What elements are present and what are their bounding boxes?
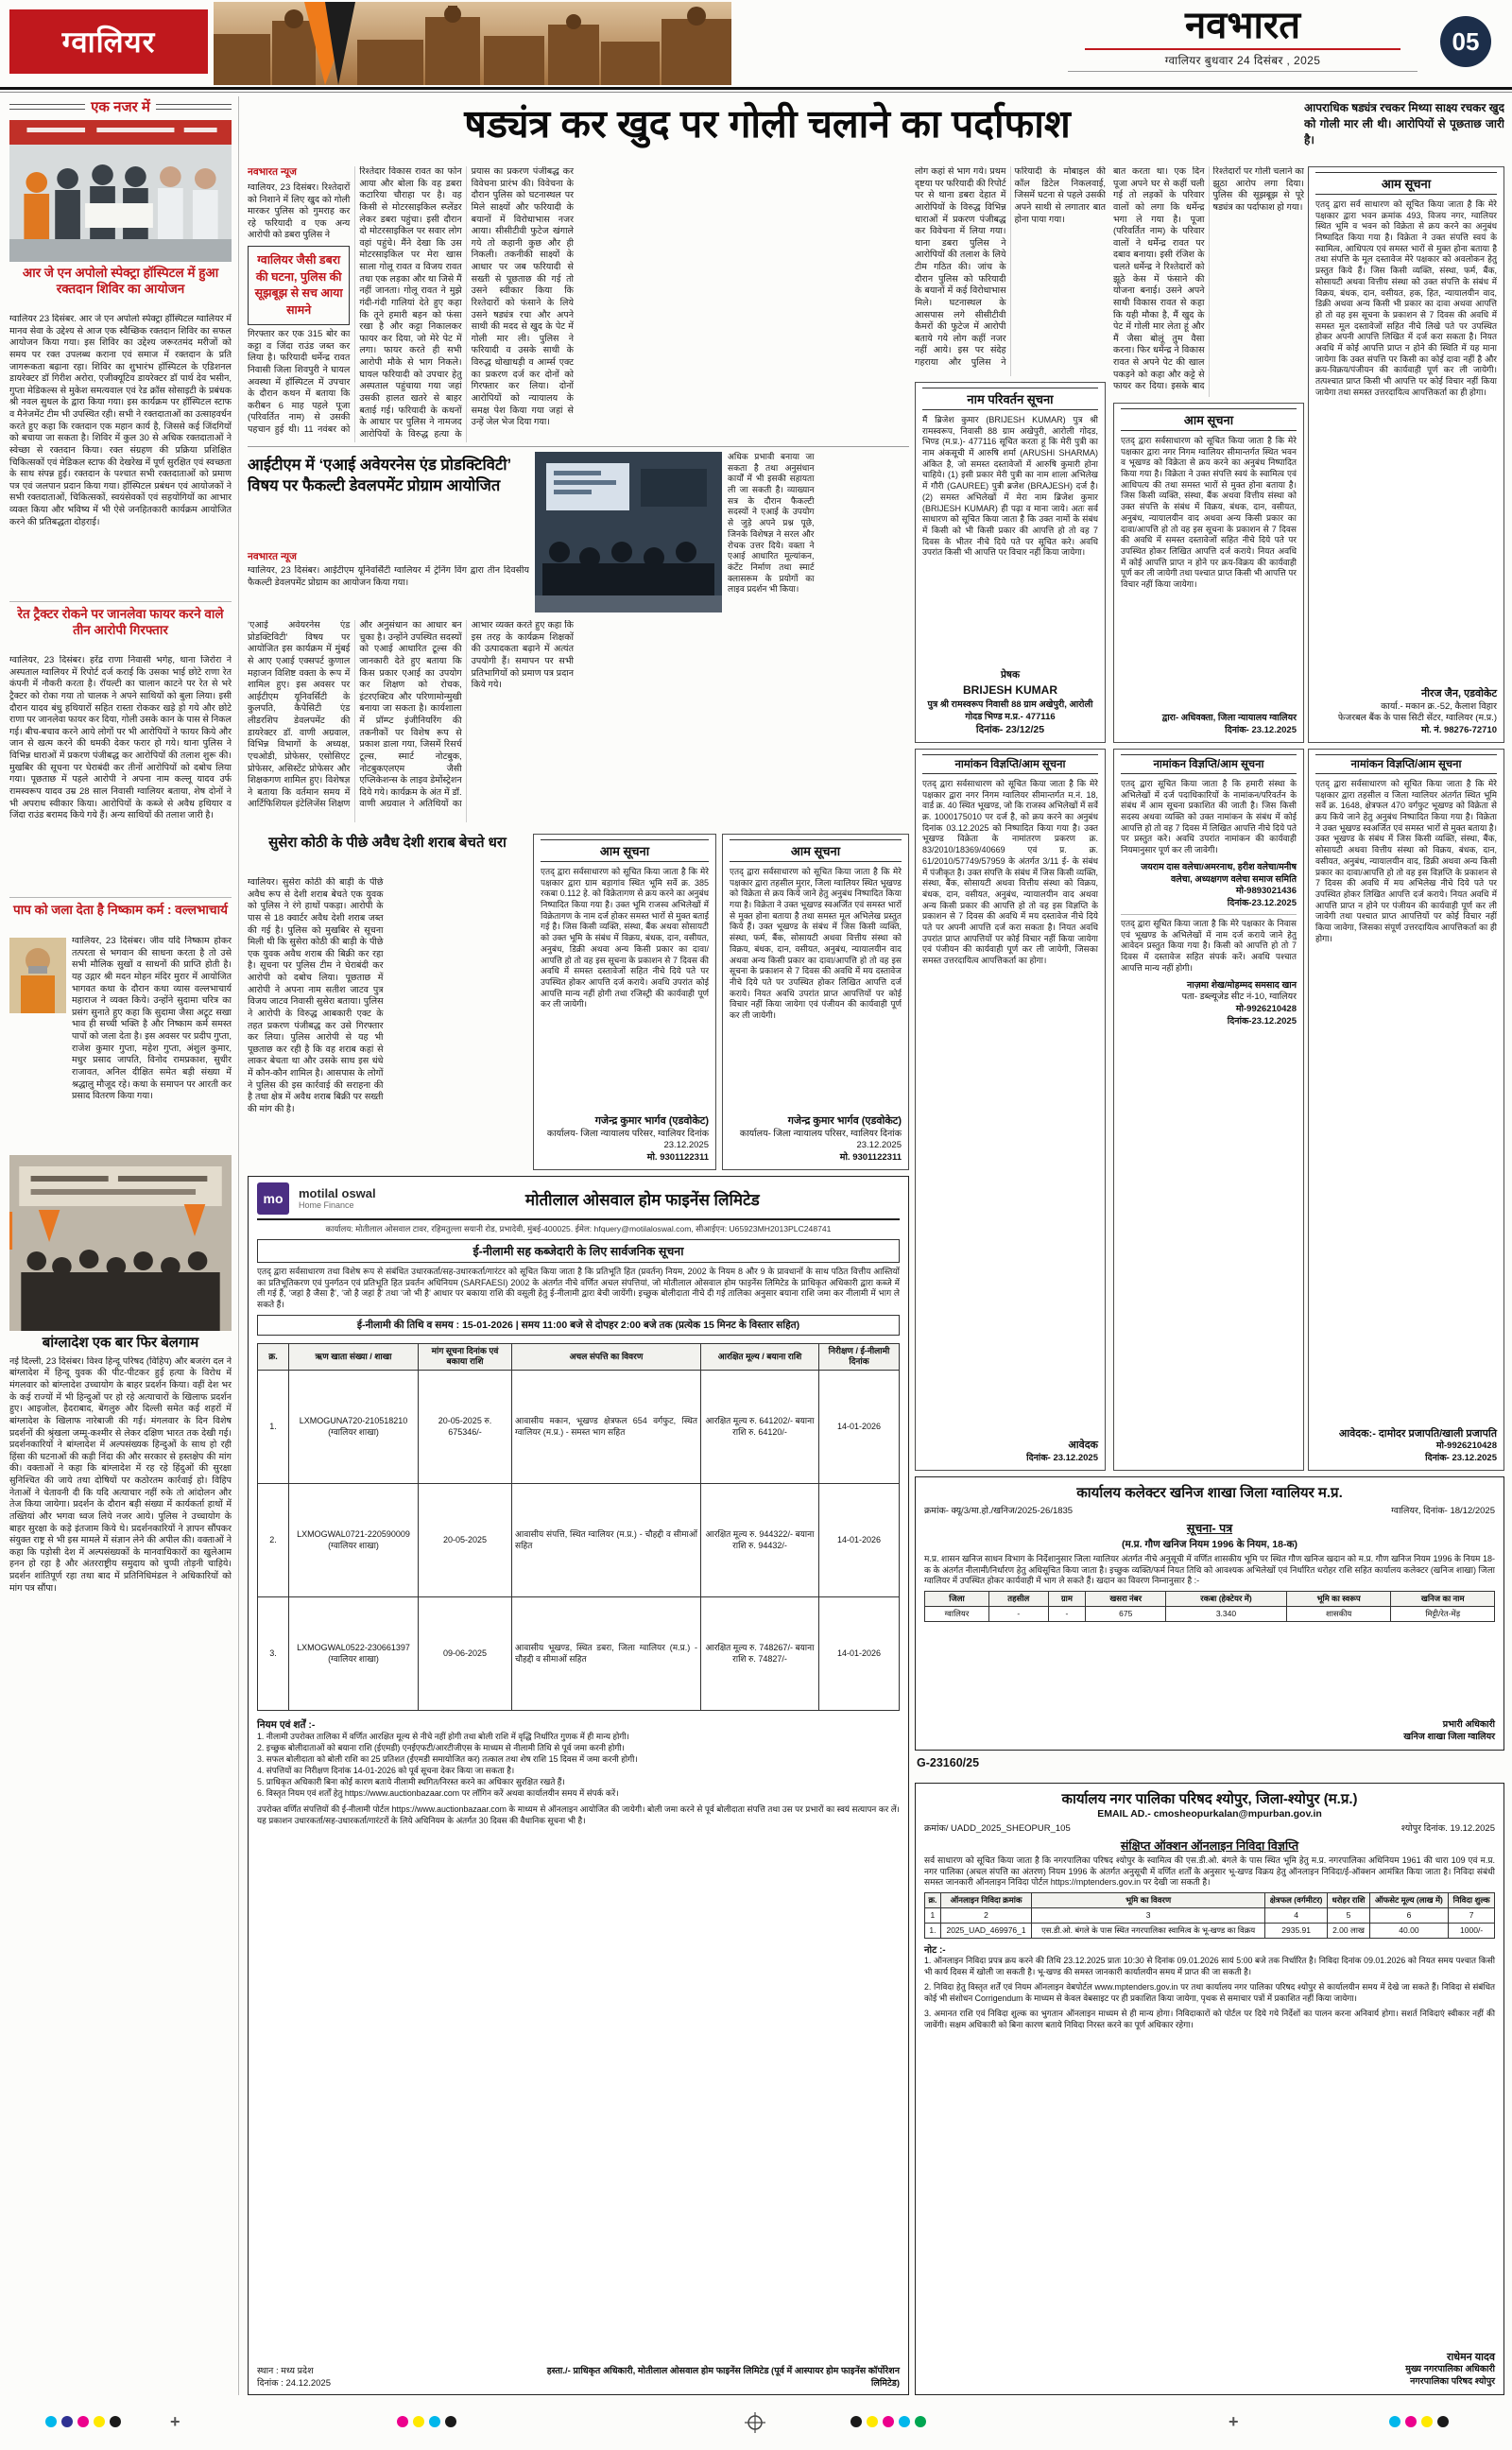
col-header: ऑफसेट मूल्य (लाख में)	[1369, 1893, 1449, 1908]
masthead-rule	[1085, 48, 1400, 50]
lead-headline: षड्यंत्र कर खुद पर गोली चलाने का पर्दाफाश	[464, 102, 1071, 146]
sign-name: गजेन्द्र कुमार भार्गव (एडवोकेट)	[594, 1114, 709, 1127]
susera-body-text: ग्वालियर। सुसेरा कोठी की बाड़ी के पीछे अवैध रूप से देशी शराब बेचते एक युवक को पुलिस ने रंगे हाथों पकड़ा। आरोपी के पास से 18 क्वार्टर अवैध देशी शराब जब्त की गई है। पुलिस को मुखबिर से सूचना मिली थी कि सुसेरा कोठी की बाड़ी के पीछे एक युवक अवैध शराब की बिक्री कर रहा है। सूचना पर पुलिस टीम ने घेराबंदी कर आरोपी को दबोच लिया। पूछताछ में आरोपी ने अपना नाम सतीश जाटव पुत्र विजय जाटव निवासी सुसेरा बताया। पुलिस ने आरोपी के विरुद्ध आबकारी एक्ट के तहत प्रकरण पंजीबद्ध कर उसे गिरफ्तार कर लिया। पुलिस आरोपी से यह भी पूछताछ कर रही है कि वह शराब कहां से लाकर बेचता था और उसके साथ इस धंधे में कौन-कौन शामिल है। आसपास के लोगों ने पुलिस की इस कार्रवाई की सराहना की है तथा क्षेत्र में अवैध शराब बिक्री पर सख्ती की मांग की है।	[248, 877, 384, 1114]
place-date: ग्वालियर, दिनांक- 18/12/2025	[1391, 1506, 1495, 1516]
ref-number: क्रमांक/ UADD_2025_SHEOPUR_105	[924, 1823, 1071, 1834]
sign-address: पता- डब्ल्यूजेड सीट नं-10, ग्वालियर	[1181, 992, 1297, 1003]
tender-table	[924, 1892, 1495, 1939]
col-header: क्र.	[258, 1343, 289, 1370]
notice-body: मैं ब्रिजेश कुमार (BRIJESH KUMAR) पुत्र श्री रामस्वरूप, निवासी 88 ग्राम अखेपुरी, आरोली गोदड, भिण्ड (म.प्र.)- 477116 सूचित करता हूं कि मेरी पुत्री का नाम अंकसूची में आरुषि शर्मा (ARUSHI SHARMA) अंकित है, जो समस्त दस्तावेजों में आरुषि कुमारी होना चाहिये। (1) इसी प्रकार मेरी पुत्री का नाम शाला अभिलेख में गौरी (GAUREE) पुत्री ब्रजेश (BRAJESH) दर्ज है। (2) समस्त अभिलेखों में मेरा नाम ब्रिजेश कुमार (BRIJESH KUMAR) ही पढ़ा व माना जाये। अतः सर्व साधारण को सूचित किया जाता है कि उक्त नामों के संबंध में किसी को भी किसी प्रकार की आपत्ति हो तो वह 7 दिवस के भीतर नीचे दिये पते पर सूचित करे। अवधि उपरांत किसी भी आपत्ति पर विचार नहीं किया जायेगा।	[922, 415, 1098, 558]
cell: 7	[1449, 1908, 1495, 1924]
lead-intro: ग्वालियर, 23 दिसंबर। रिश्तेदारों को निशाने में लिए खुद को गोली मारकर पुलिस को गुमराह कर रहे फरियादी व एक अन्य आरोपी को डबरा पुलिस ने	[248, 181, 351, 241]
auction-table	[257, 1343, 900, 1711]
ad-footer	[257, 2364, 900, 2389]
brand-sub: Home Finance	[299, 1200, 354, 1211]
cell: 1000/-	[1449, 1924, 1495, 1939]
cell: -	[989, 1607, 1049, 1622]
sign-date: दिनांक- 23.12.2025	[1225, 725, 1297, 736]
ad-note: उपरोक्त वर्णित संपत्तियों की ई-नीलामी पोर्टल https://www.auctionbazaar.com के माध्यम से ऑनलाइन आयोजित की जायेगी। बोली जमा करने से पूर्व बोलीदाता संपत्ति तथा उस पर प्रभारों का स्वयं सत्यापन कर लें। यह प्रकाशन उधारकर्ता/सह-उधारकर्ता/गारंटरों के लिये अधिनियम के अंतर्गत 30 दिवस की वैधानिक सूचना भी है।	[257, 1804, 900, 1826]
cell: आरक्षित मूल्य रु. 944322/- बयाना राशि रु. 94432/-	[701, 1484, 819, 1597]
rail-story-3-headline: पाप को जला देता है निष्काम कर्म : वल्लभाचार्य	[13, 903, 228, 917]
cell: 2.	[258, 1484, 289, 1597]
cell: -	[1048, 1607, 1086, 1622]
col-header: ऑनलाइन निविदा क्रमांक	[940, 1893, 1031, 1908]
lead-continuation-2	[1113, 166, 1304, 397]
itm-side-text	[728, 452, 909, 612]
rail-story-1-body: ग्वालियर 23 दिसंबर. आर जे एन अपोलो स्पेक्ट्रा हॉस्पिटल ग्वालियर में मानव सेवा के उद्देश्य से आज एक स्वैच्छिक रक्तदान शिविर का सफल आयोजन किया गया। इस शिविर का उद्देश्य जरूरतमंद मरीजों को समय पर रक्त उपलब्ध कराना एवं समाज में रक्तदान के प्रति जागरूकता बढ़ाना रहा। शिविर का शुभारंभ हॉस्पिटल के एडिशनल डायरेक्टर डॉ गिरीश अरोरा, एजीक्यूटिव डायरेक्टर डॉ पार्थ देव भसीन, गुप्ता मेडिकल्स से मुकेश समत्यवाल एवं रेड क्रॉस सोसाइटी के प्रबंधक श्री नवल सुधल के द्वारा किया गया। इस कार्यक्रम पर हॉस्पिटल स्टाफ व मैनेजमेंट टीम भी उपस्थित रही। सभी ने रक्तदाताओं का उत्साहवर्धन करते हुए कहा कि रक्तदान एक महान कार्य है, जिससे कई जिंदगियों को बचाया जा सकता है। शिविर में कुल 30 से अधिक रक्तदाताओं ने स्वेच्छा से रक्तदान किया। रक्त संग्रहण की प्रक्रिया प्रशिक्षित चिकित्सकों एवं मेडिकल स्टाफ की देखरेख में पूर्ण सुरक्षित एवं स्वच्छता के साथ संपन्न हुई। रक्तदान के पश्चात सभी रक्तदाताओं को प्रमाण पत्र एवं जलपान प्रदान किया गया। हॉस्पिटल प्रबंधन एवं आयोजकों ने सभी रक्तदाताओं, चिकित्सकों, स्वयंसेवकों एवं सहयोगियों का आभार व्यक्त किया और भविष्य में भी ऐसे जनहितकारी कार्यक्रम आयोजित करने की प्रतिबद्धता दोहराई।	[9, 314, 232, 527]
col-header: अचल संपत्ति का विवरण	[512, 1343, 701, 1370]
itm-seminar-photo	[535, 452, 722, 612]
cell: 6	[1369, 1908, 1449, 1924]
divider	[9, 897, 232, 898]
crop-mark: +	[170, 2412, 180, 2431]
notice-body-1: एतद् द्वारा सूचित किया जाता है कि हमारी संस्था के अभिलेखों में दर्ज पदाधिकारियों के नामांकन/परिवर्तन के संबंध में आम सूचना प्रकाशित की जाती है। जिस किसी सदस्य अथवा व्यक्ति को उक्त नामांकन के संबंध में कोई आपत्ति हो तो वह 7 दिवस में लिखित आपत्ति नीचे दिये पते पर प्रस्तुत करे। अवधि उपरांत नामांकन की कार्यवाही नियमानुसार पूर्ण कर ली जावेगी।	[1121, 779, 1297, 855]
ornament-line	[9, 104, 85, 110]
sign-post-1: प्रभारी अधिकारी	[1442, 1719, 1495, 1731]
cell: आरक्षित मूल्य रु. 748267/- बयाना राशि रु. 74827/-	[701, 1597, 819, 1711]
sender-label: प्रेषक	[1000, 669, 1021, 682]
divider	[248, 446, 909, 447]
cell: आवासीय मकान, भूखण्ड क्षेत्रफल 654 वर्गफुट, स्थित ग्वालियर (म.प्र.) - समस्त भाग सहित	[512, 1371, 701, 1484]
masthead-thin-rule	[1068, 71, 1418, 72]
sheopur-tender-notice	[915, 1783, 1504, 2395]
naamankan-notice-middle	[1113, 749, 1304, 1471]
office-title: कार्यालय नगर पालिका परिषद श्योपुर, जिला-श्योपुर (म.प्र.)	[1061, 1791, 1358, 1807]
col-header: क्र.	[925, 1893, 941, 1908]
tender-note-2: 2. निविदा हेतु विस्तृत शर्तें एवं नियम ऑनलाइन वेबपोर्टल www.mptenders.gov.in पर तथा कार्यालय नगर पालिका परिषद श्योपुर से कार्यालयीन समय में देखे जा सकते हैं। निविदा से संबंधित कोई भी संशोधन Corrigendum के माध्यम से केवल वेबसाइट पर ही प्रकाशित किया जायेगा, पृथक से समाचार पत्रों में प्रकाशित नहीं किया जायेगा।	[924, 1981, 1495, 2003]
auction-date-line: ई-नीलामी की तिथि व समय : 15-01-2026 | समय 11:00 बजे से दोपहर 2:00 बजे तक (प्रत्येक 15 मिनट के विस्तार सहित)	[257, 1315, 900, 1336]
cell: 14-01-2026	[819, 1371, 900, 1484]
rail-story-1-headline: आर जे एन अपोलो स्पेक्ट्रा हॉस्पिटल में हुआ रक्तदान शिविर का आयोजन	[22, 266, 219, 297]
cell: LXMOGUNA720-210518210 (ग्वालियर शाखा)	[289, 1371, 419, 1484]
masthead-dateline: ग्वालियर बुधवार 24 दिसंबर , 2025	[1164, 54, 1321, 67]
section-ek-nazar	[9, 96, 232, 117]
ref-number: क्रमांक- क्यू/3/मा.हो./खनिज/2025-26/1835	[924, 1506, 1074, 1516]
col-header: जिला	[925, 1592, 989, 1607]
lead-kicker: आपराधिक षड्यंत्र रचकर मिथ्या साक्ष्य रचकर खुद को गोली मार ली थी। आरोपियों से पूछताछ जारी है।	[1304, 101, 1504, 147]
table-row	[925, 1607, 1495, 1622]
table-header-row	[258, 1343, 900, 1370]
cell: एस.डी.ओ. बंगले के पास स्थित नगरपालिका स्वामित्व के भू-खण्ड का विक्रय	[1032, 1924, 1265, 1939]
sender-address: पुत्र श्री रामस्वरूप निवासी 88 ग्राम अखेपुरी, आरोली गोदड भिण्ड म.प्र.- 477116	[927, 699, 1093, 723]
cell: 1.	[258, 1371, 289, 1484]
sign-phone: मो-9926210428	[1235, 1004, 1297, 1015]
col-header: क्षेत्रफल (वर्गमीटर)	[1264, 1893, 1327, 1908]
advertisement-code: G-23160/25	[917, 1756, 980, 1769]
cell: 2935.91	[1264, 1924, 1327, 1939]
sign-address-2: फेजरबल बैंक के पास सिटी सेंटर, ग्वालियर (म.प्र.)	[1337, 713, 1497, 724]
cell: ग्वालियर	[925, 1607, 989, 1622]
itm-side-text-content: अधिक प्रभावी बनाया जा सकता है तथा अनुसंधान कार्यों में भी इसकी सहायता ली जा सकती है। व्याख्यान सत्र के दौरान फैकल्टी सदस्यों ने एआई के उपयोग से जुड़े अपने प्रश्न पूछे, जिनके विशेषज्ञ ने सरल और रोचक उत्तर दिये। वक्ता ने एआई आधारित मूल्यांकन, कंटेंट निर्माण तथा स्मार्ट क्लासरूम के प्रयोगों का लाइव प्रदर्शन भी किया।	[728, 452, 815, 595]
edition-name	[9, 9, 208, 74]
lead-body: गिरफ्तार कर एक 315 बोर का कट्टा व जिंदा राउंड जब्त कर लिया है। फरियादी धर्मेन्द्र रावत निवासी जिला शिवपुरी ने घायल अवस्था में हॉस्पिटल में उपचार के दौरान कथन में बताया कि करीबन 6 माह पहले पूजा (परिवर्तित नाम) से उसकी पहचान हुई थी। 11 नवंबर को रिश्तेदार विकास रावत का फोन आया और बोला कि वह डबरा कटारिया चौराहा पर है। वह किसी से मोटरसाइकिल स्प्लेंडर लेकर डबरा पहुंचा। इसी दौरान दो मोटरसाइकिल पर सवार लोग वहां पहुंचे। मैंने देखा कि उस मोटरसाइकिल पर मेरा खास साला गोलू रावत व विजय रावत तथा एक लड़का और था जिसे मैं नहीं जानता। गोलू रावत ने मुझे गंदी-गंदी गालियां देते हुए कहा कि तूने हमारी बहन को फंसा रखा है और कट्टा निकालकर फायर कर दिया, जो मेरे पेट में लगा। फायर करते ही सभी आरोपी मौके से भाग निकले। घायल फरियादी को उपचार हेतु अस्पताल पहुंचाया गया जहां उसकी हालत खतरे से बाहर बताई गई। फरियादी के कथनों के आधार पर पुलिस ने नामजद आरोपियों के विरुद्ध हत्या के प्रयास का प्रकरण पंजीबद्ध कर विवेचना प्रारंभ की। विवेचना के दौरान पुलिस को घटनास्थल पर मिले साक्ष्यों और फरियादी के बयानों में विरोधाभास नजर आया। सीसीटीवी फुटेज खंगाले गये तो कहानी कुछ और ही निकली। तकनीकी साक्ष्यों के आधार पर जब फरियादी से सख्ती से पूछताछ की गई तो उसने स्वीकार किया कि रिश्तेदारों को फंसाने के लिये उसने षड्यंत्र रचा और अपने साथी की मदद से खुद के पेट में गोली मार ली। पुलिस ने फरियादी व उसके साथी के विरुद्ध धोखाधड़ी व आर्म्स एक्ट का प्रकरण दर्ज कर दोनों को गिरफ्तार कर लिया। दोनों आरोपियों को न्यायालय के समक्ष पेश किया गया जहां से उन्हें जेल भेज दिया गया।	[248, 166, 574, 440]
name-change-notice	[915, 382, 1106, 743]
notice-body: एतद् द्वारा सर्व साधारण को सूचित किया जाता है कि मेरे पक्षकार द्वारा भवन क्रमांक 493, विजय नगर, ग्वालियर स्थित भूमि व भवन को विक्रेता से क्रय करने का अनुबंध निष्पादित किया गया है। विक्रेता ने उक्त संपत्ति स्वयं के स्वामित्व, आधिपत्य एवं समस्त भारों से मुक्त होना बताया है तथा संपत्ति के मूल दस्तावेज मेरे पक्षकार को अवलोकन हेतु प्रस्तुत किये हैं। जिस किसी व्यक्ति, संस्था, फर्म, बैंक, सोसायटी अथवा वित्तीय संस्था को उक्त संपत्ति के संबंध में विक्रय, बंधक, दान, वसीयत, हक, हित, न्यायालयीन वाद, डिक्री अथवा अन्य किसी भी प्रकार का दावा अथवा आपत्ति हो तो वह इस सूचना के प्रकाशन से 7 दिवस की अवधि में समस्त मूल दस्तावेजों सहित नीचे लिखे पते पर उपस्थित होकर अपनी आपत्ति लिखित में दर्ज करा सकता है। नियत अवधि में कोई आपत्ति प्राप्त न होने की स्थिति में यह माना जायेगा कि उक्त संपत्ति पर किसी का कोई दावा नहीं है और क्रय-विक्रय/पंजीयन की कार्यवाही पूर्ण कर ली जायेगी। तत्पश्चात प्राप्त किसी भी आपत्ति पर कोई विचार नहीं किया जायेगा तथा समस्त उत्तरदायित्व आपत्तिकर्ता का ही होगा।	[1315, 199, 1497, 397]
cmyk-dots-group	[45, 2416, 121, 2427]
mineral-office-notice	[915, 1476, 1504, 1751]
cell: 675	[1086, 1607, 1166, 1622]
cell: LXMOGWAL0721-220590009 (ग्वालियर शाखा)	[289, 1484, 419, 1597]
col-header: तहसील	[989, 1592, 1049, 1607]
cell: 40.00	[1369, 1924, 1449, 1939]
section-title: एक नजर में	[91, 99, 150, 115]
news-agency-byline: नवभारत न्यूज	[248, 166, 297, 178]
cmyk-dots-group	[397, 2416, 456, 2427]
ref-row	[924, 1821, 1495, 1834]
itm-headline: आईटीएम में ‘एआई अवेयरनेस एंड प्रोडक्टिविटी’ विषय पर फैकल्टी डेवलपमेंट प्रोग्राम आयोजित	[248, 457, 511, 494]
cell: 20-05-2025 रु. 675346/-	[419, 1371, 512, 1484]
company-registered-line: कार्यालय: मोतीलाल ओसवाल टावर, रहिमतुल्ला सयानी रोड, प्रभादेवी, मुंबई-400025. ईमेल: hfquery@motilaloswal.com, सीआईएन: U65923MH2013PLC248741	[325, 1224, 832, 1234]
header-rule-thick	[0, 87, 1512, 90]
sign-name: राधेमन यादव	[1446, 2351, 1495, 2363]
table-row	[258, 1371, 900, 1484]
sign-name: आवेदक:- दामोदर प्रजापति/खाली प्रजापति	[1338, 1427, 1497, 1440]
sign-name: जयराम दास वलेचा/अमरनाथ, हरीश वलेचा/मनीष वलेचा, अध्यक्षगण वलेचा समाज समिति	[1141, 861, 1297, 885]
notice-signature	[730, 1114, 902, 1165]
notice-subtitle: सूचना- पत्र	[1186, 1522, 1233, 1535]
note-label: नोट :-	[924, 1945, 946, 1957]
page-number-badge	[1440, 16, 1491, 67]
sign-date: दिनांक-23.12.2025	[1227, 898, 1297, 909]
naamankan-notice-left	[915, 749, 1106, 1471]
office-title: कार्यालय कलेक्टर खनिज शाखा जिला ग्वालियर म.प्र.	[1076, 1485, 1343, 1501]
rail-story-3-wrap	[9, 936, 232, 1151]
col-header: ऋण खाता संख्या / शाखा	[289, 1343, 419, 1370]
terms-label: नियम एवं शर्तें :-	[257, 1719, 316, 1732]
sign-phone: मो. 9301122311	[646, 1152, 709, 1164]
ad-date: दिनांक : 24.12.2025	[257, 2378, 331, 2389]
notice-title: आम सूचना	[730, 839, 902, 862]
notice-signature	[922, 1439, 1098, 1465]
cell: शासकीय	[1286, 1607, 1391, 1622]
sign-date: दिनांक- 23.12.2025	[1425, 1453, 1497, 1464]
motilal-logo-icon: mo	[257, 1182, 289, 1215]
cell: 14-01-2026	[819, 1484, 900, 1597]
notice-body: एतद् द्वारा सर्वसाधारण को सूचित किया जाता है कि मेरे पक्षकार द्वारा तहसील मुरार, जिला ग्वालियर स्थित भूखण्ड को विक्रेता से क्रय किये जाने हेतु अनुबंध निष्पादित किया गया है। विक्रेता ने उक्त भूखण्ड स्वअर्जित एवं समस्त भारों से मुक्त होना बताया है तथा समस्त मूल अभिलेख प्रस्तुत किये हैं। उक्त भूखण्ड के संबंध में जिस किसी व्यक्ति, संस्था, फर्म, बैंक, सोसायटी अथवा वित्तीय संस्था को विक्रय, बंधक, दान, वसीयत, अनुबंध, न्यायालयीन वाद अथवा अन्य किसी प्रकार का दावा/आपत्ति हो तो वह इस सूचना के प्रकाशन से 7 दिवस की अवधि में मय दस्तावेज नीचे दिये पते पर उपस्थित होकर लिखित आपत्ति दर्ज कराये। नियत अवधि उपरांत प्राप्त आपत्तियों पर कोई विचार नहीं किया जायेगा एवं पंजीयन की कार्यवाही पूर्ण कर ली जायेगी।	[730, 867, 902, 1020]
ad-signature: हस्ता./- प्राधिकृत अधिकारी, मोतीलाल ओसवाल होम फाइनेंस लिमिटेड (पूर्व में आस्पायर होम फाइनेंस कॉर्पोरेशन लिमिटेड)	[546, 2366, 900, 2389]
notice-signature	[1315, 687, 1497, 737]
brand-block	[299, 1187, 376, 1210]
office-signature	[924, 2351, 1495, 2389]
print-registration-marks	[0, 2408, 1512, 2446]
col-header: धरोहर राशि	[1328, 1893, 1369, 1908]
notice-title: आम सूचना	[1315, 172, 1497, 195]
bangladesh-body: नई दिल्ली, 23 दिसंबर। विश्व हिन्दू परिषद (विहिप) और बजरंग दल ने बांग्लादेश में हिन्दू युवक की पीट-पीटकर हुई हत्या के विरोध में मंगलवार को बांग्लादेश उच्चायोग के बाहर प्रदर्शन किया। वहीं देश भर के कई राज्यों में भी हिन्दुओं पर हो रहे अत्याचारों के खिलाफ प्रदर्शन हुए। आइजोल, हैदराबाद, बेंगलुरु और दिल्ली समेत कई शहरों में बांग्लादेश के खिलाफ नारेबाजी की गई। मंगलवार के दिन विशेष प्रदर्शनों की श्रृंखला जम्मू-कश्मीर से लेकर दक्षिण भारत तक देखी गई। प्रदर्शनकारियों ने बांग्लादेश में अल्पसंख्यक हिन्दुओं के साथ हो रही हिंसा की घटनाओं की कड़ी निंदा की और सरकार से हस्तक्षेप की मांग की। वक्ताओं ने कहा कि बांग्लादेश में रह रहे हिंदुओं की सुरक्षा सुनिश्चित की जाये तथा दोषियों पर कठोरतम कार्रवाई हो। विहिप नेताओं ने चेतावनी दी कि यदि अत्याचार नहीं रुके तो आंदोलन और तेज किया जायेगा। प्रदर्शन के दौरान बड़ी संख्या में कार्यकर्ता हाथों में तख्तियां और भगवा ध्वज लिये नजर आये। पुलिस ने उच्चायोग के बाहर सुरक्षा के कड़े इंतजाम किये थे। प्रदर्शनकारियों ने ज्ञापन सौंपकर संयुक्त राष्ट्र से भी इस मामले में संज्ञान लेने की अपील की। वक्ताओं ने कहा कि पड़ोसी देश में अल्पसंख्यकों के मानवाधिकारों का खुलेआम हनन हो रहा है और अंतरराष्ट्रीय समुदाय को चुप्पी तोड़नी चाहिये। प्रदर्शन शांतिपूर्ण रहा तथा बाद में प्रतिनिधिमंडल ने अधिकारियों को मांग पत्र सौंपा।	[9, 1355, 232, 1594]
office-email: EMAIL AD.- cmosheopurkalan@mpurban.gov.in	[1097, 1808, 1322, 1820]
cell: 09-06-2025	[419, 1597, 512, 1711]
cell: LXMOGWAL0522-230661397 (ग्वालियर शाखा)	[289, 1597, 419, 1711]
sign-phone: मो. नं. 98276-72710	[1421, 725, 1497, 736]
cell: 1	[925, 1908, 941, 1924]
sign-name: नाज़मा शेख/मोहम्मद समसाद खान	[1187, 979, 1297, 991]
sign-name: गजेन्द्र कुमार भार्गव (एडवोकेट)	[787, 1114, 902, 1127]
table-number-row	[925, 1908, 1495, 1924]
term-5: 5. प्राधिकृत अधिकारी बिना कोई कारण बताये नीलामी स्थगित/निरस्त करने का अधिकार सुरक्षित रखते हैं।	[257, 1776, 565, 1786]
header-rule-thin	[0, 92, 1512, 93]
masthead-block	[1068, 6, 1418, 85]
notice-title: नाम परिवर्तन सूचना	[922, 388, 1098, 410]
cell: 20-05-2025	[419, 1484, 512, 1597]
cell: 2.00 लाख	[1328, 1924, 1369, 1939]
lead-continuation-1	[915, 166, 1106, 376]
susera-headline: सुसेरा कोठी के पीछे अवैध देशी शराब बेचते धरा	[268, 835, 507, 851]
sign-post-2: नगरपालिका परिषद श्योपुर	[1410, 2376, 1495, 2388]
header-bar	[0, 0, 1512, 87]
place-date: श्योपुर दिनांक. 19.12.2025	[1400, 1823, 1495, 1834]
tender-body: सर्व साधारण को सूचित किया जाता है कि नगरपालिका परिषद श्योपुर के स्वामित्व की एस.डी.ओ. बंगले के पास स्थित भूमि हेतु म.प्र. नगरपालिका अधिनियम 1961 की धारा 109 एवं म.प्र. नगर पालिका (अचल संपत्ति का अंतरण) नियम 1996 के अंतर्गत अनुसूची में वर्णित शर्तों के अनुसार भू-खण्ड विक्रय हेतु ऑनलाइन निविदा/ई-ऑक्शन आमंत्रित किया जाता है। निविदा संबंधी समस्त जानकारी ऑनलाइन निविदा पोर्टल https://mptenders.gov.in पर देखी जा सकती है।	[924, 1855, 1495, 1888]
itm-lead: ग्वालियर, 23 दिसंबर। आईटीएम यूनिवर्सिटी ग्वालियर में ट्रेनिंग विंग द्वारा तीन दिवसीय फैकल्टी डेवलपमेंट प्रोग्राम का आयोजन किया गया।	[248, 565, 529, 588]
edition-label: ग्वालियर	[61, 26, 156, 59]
registration-target	[745, 2412, 765, 2438]
sign-phone: मो-9926210428	[1435, 1441, 1497, 1452]
col-header: खनिज का नाम	[1391, 1592, 1495, 1607]
ad-intro: एतद् द्वारा सर्वसाधारण तथा विशेष रूप से संबंधित उधारकर्ता/सह-उधारकर्ता/गारंटर को सूचित किया जाता है कि प्रतिभूति हित (प्रवर्तन) नियम, 2002 के नियम 8 और 9 के प्रावधानों के साथ पठित वित्तीय आस्तियों का प्रतिभूतिकरण एवं पुनर्गठन एवं प्रतिभूति हित प्रवर्तन अधिनियम (SARFAESI) 2002 के अंतर्गत नीचे वर्णित अचल संपत्तियां, जो मोतीलाल ओसवाल होम फाइनेंस लिमिटेड के प्राधिकृत अधिकारी द्वारा कब्जे में ली गई हैं, ‘जहां है जैसा है’, ‘जो है जहां है’ तथा ‘जो भी है’ आधार पर बकाया राशि की वसूली हेतु ई-नीलामी द्वारा बेची जायेंगी। इच्छुक बोलीदाता नीचे दी गई तालिका अनुसार बयाना राशि जमा कर नीलामी में भाग ले सकते हैं।	[257, 1267, 900, 1310]
sign-address: कार्यालय- जिला न्यायालय परिसर, ग्वालियर दिनांक 23.12.2025	[739, 1128, 902, 1151]
rail-story-3-body: ग्वालियर, 23 दिसंबर। जीव यदि निष्काम होकर तत्परता से भगवान की साधना करता है तो उसे सभी मौलिक सुखों व साधनों की प्राप्ति होती है। यह उद्गार श्री मदन मोहन मंदिर मुरार में आयोजित भागवत कथा के दौरान कथा व्यास वल्लभाचार्य महाराज ने व्यक्त किये। उन्होंने सुदामा चरित्र का प्रसंग सुनाते हुए कहा कि सुदामा जैसा अटूट सखा भाव ही सच्ची भक्ति है और निष्काम कर्म समस्त पापों को जला देता है। इस अवसर पर प्रदीप गुप्ता, राजेश कुमार गुप्ता, महेश गुप्ता, अंशुल कुमार, मधुर प्रसाद जापति, विनोद रामप्रकाश, सुधीर राजावत, अनिल दीक्षित समेत बड़ी संख्या में श्रद्धालु मौजूद रहे। कथा के समापन पर आरती कर प्रसाद वितरण किया गया।	[72, 936, 232, 1102]
ad-footer-left	[257, 2364, 331, 2389]
crop-mark: +	[1228, 2412, 1239, 2431]
office-signature	[924, 1719, 1495, 1744]
sign-date: दिनांक-23.12.2025	[1227, 1015, 1297, 1027]
ad-place: स्थान : मध्य प्रदेश	[257, 2366, 314, 2376]
ad-header	[257, 1182, 900, 1220]
notice-body: एतद् द्वारा सर्वसाधारण को सूचित किया जाता है कि मेरे पक्षकार द्वारा नगर निगम ग्वालियर सीमान्तर्गत स्थित भवन व भूखण्ड को विक्रेता से क्रय करने का अनुबंध निष्पादित किया गया है। विक्रेता ने उक्त संपत्ति स्वयं के स्वामित्व एवं आधिपत्य की तथा समस्त भारों से मुक्त होना बताया है। जिस किसी व्यक्ति, संस्था, बैंक अथवा वित्तीय संस्था को उक्त संपत्ति के संबंध में विक्रय, बंधक, दान, वसीयत, अनुबंध, न्यायालयीन वाद अथवा अन्य किसी प्रकार का दावा/आपत्ति हो तो वह इस सूचना के प्रकाशन से 7 दिवस की अवधि में समस्त दस्तावेजों सहित नीचे दिये पते पर उपस्थित होकर लिखित आपत्ति दर्ज कराये। नियत अवधि में कोई आपत्ति प्राप्त न होने पर क्रय-विक्रय की कार्यवाही पूर्ण कर ली जायेगी तथा पश्चात प्राप्त किसी भी आपत्ति पर विचार नहीं किया जायेगा।	[1121, 436, 1297, 589]
page-number: 05	[1452, 26, 1480, 56]
ref-row	[924, 1504, 1495, 1516]
rail-story-2-headline: रेत ट्रैक्टर रोकने पर जानलेवा फायर करने वाले तीन आरोपी गिरफ्तार	[17, 607, 224, 638]
term-2: 2. इच्छुक बोलीदाताओं को बयाना राशि (ईएमडी) एनईएफटी/आरटीजीएस के माध्यम से नीलामी तिथि से पूर्व जमा करनी होगी।	[257, 1743, 625, 1752]
cell: 1.	[925, 1924, 941, 1939]
col-header: भूमि का स्वरूप	[1286, 1592, 1391, 1607]
rule-reference: (म.प्र. गौण खनिज नियम 1996 के नियम, 18-क)	[1121, 1539, 1298, 1550]
col-header: आरक्षित मूल्य / बयाना राशि	[701, 1343, 819, 1370]
notice-signature	[1315, 1427, 1497, 1465]
tender-subtitle: संक्षिप्त ऑक्शन ऑनलाइन निविदा विज्ञप्ति	[1120, 1839, 1299, 1853]
cell: 2	[940, 1908, 1031, 1924]
divider	[9, 601, 232, 602]
lead-continuation-2-text: बात करता था। एक दिन पूजा अपने घर से कहीं चली गई तो लड़कों के परिवार वालों को लगा कि धर्मेन्द्र भगा ले गया है। पूजा (परिवर्तित नाम) के परिवार वालों ने धर्मेन्द्र रावत पर दबाव बनाया। इसी रंजिश के चलते धर्मेन्द्र ने रिश्तेदारों को झूठे केस में फंसाने की योजना बनाई। उसने अपने साथी विकास रावत से कहा कि यही मौका है, मैं खुद के पेट में गोली मार लेता हूं और मैं जैसा बोलूं तुम वैसा करना। फिर धर्मेन्द्र ने विकास रावत से अपने पेट की खाल पकड़ने को कहा और कट्टे से फायर कर दिया। इसके बाद रिश्तेदारों पर गोली चलाने का झूठा आरोप लगा दिया। पुलिस की सूझबूझ से पूरे षड्यंत्र का पर्दाफाश हो गया।	[1113, 166, 1304, 392]
cell: 2025_UAD_469976_1	[940, 1924, 1031, 1939]
masthead-title: नवभारत	[1184, 5, 1301, 46]
col-header: निविदा शुल्क	[1449, 1893, 1495, 1908]
col-header: निरीक्षण / ई-नीलामी दिनांक	[819, 1343, 900, 1370]
table-header-row	[925, 1893, 1495, 1908]
skyline-photo	[214, 2, 731, 85]
col-header: रकबा (हेक्टेयर में)	[1166, 1592, 1287, 1607]
sender-date: दिनांक- 23/12/25	[975, 724, 1045, 736]
notice-body: एतद् द्वारा सर्वसाधारण को सूचित किया जाता है कि मेरे पक्षकार द्वारा तहसील व जिला ग्वालियर अंतर्गत स्थित भूमि सर्वे क्र. 1648, क्षेत्रफल 470 वर्गफुट भूखण्ड को विक्रेता से क्रय किये जाने हेतु अनुबंध निष्पादित किया गया है। विक्रेता ने उक्त भूखण्ड स्वअर्जित एवं समस्त भारों से मुक्त बताया है। उक्त भूखण्ड के संबंध में जिस किसी व्यक्ति, संस्था, बैंक, सोसायटी अथवा वित्तीय संस्था को विक्रय, बंधक, दान, वसीयत, अनुबंध, न्यायालयीन वाद, डिक्री अथवा अन्य किसी प्रकार का दावा/आपत्ति हो तो वह इस विज्ञप्ति के प्रकाशन से 7 दिवस की अवधि में मय अभिलेख नीचे दिये पते पर उपस्थित होकर लिखित आपत्ति दर्ज कराये। नियत अवधि में आपत्ति प्राप्त न होने पर पंजीयन की कार्यवाही पूर्ण कर ली जावेगी तथा पश्चात प्राप्त आपत्तियों पर कोई विचार नहीं किया जावेगा, जिसका संपूर्ण उत्तरदायित्व आपत्तिकर्ता का ही होगा।	[1315, 779, 1497, 943]
hospital-camp-photo	[9, 120, 232, 262]
divider	[1121, 914, 1297, 915]
notice-signature-1	[1121, 862, 1297, 910]
public-notice-b	[1113, 403, 1304, 743]
cell: आरक्षित मूल्य रु. 641202/- बयाना राशि रु. 64120/-	[701, 1371, 819, 1484]
cell: 3	[1032, 1908, 1265, 1924]
protest-photo	[9, 1155, 232, 1331]
sign-post-1: मुख्य नगरपालिका अधिकारी	[1405, 2364, 1495, 2375]
cmyk-dots-group	[850, 2416, 926, 2427]
notice-body-2: एतद् द्वारा सूचित किया जाता है कि मेरे पक्षकार के निवास एवं भूखण्ड के अभिलेखों में नाम दर्ज कराये जाने हेतु आवेदन प्रस्तुत किया गया है। किसी को आपत्ति हो तो 7 दिवस में दस्तावेज सहित संपर्क करें। अवधि पश्चात आपत्ति मान्य नहीं होगी।	[1121, 919, 1297, 973]
notice-signature	[541, 1114, 709, 1165]
cell: 3.	[258, 1597, 289, 1711]
cell: 3.340	[1166, 1607, 1287, 1622]
cell: आवासीय भूखण्ड, स्थित डबरा, जिला ग्वालियर (म.प्र.) - चौहद्दी व सीमाओं सहित	[512, 1597, 701, 1711]
public-notice-c	[1308, 166, 1504, 743]
sign-address: कार्यालय- जिला न्यायालय परिसर, ग्वालियर दिनांक 23.12.2025	[546, 1128, 709, 1151]
susera-body-columns	[248, 877, 527, 1166]
susera-article	[248, 834, 527, 1170]
sign-name: नीरज जैन, एडवोकेट	[1421, 687, 1497, 699]
cell: 5	[1328, 1908, 1369, 1924]
tender-note-1: 1. ऑनलाइन निविदा प्रपत्र क्रय करने की तिथि 23.12.2025 प्रातः 10:30 से दिनांक 09.01.2026 सायं 5:00 बजे तक निर्धारित है। निविदा दिनांक 09.01.2026 को नियत समय पश्चात किसी भी कार्य दिवस में खोली जा सकती है। भू-खण्ड की समस्त जानकारी कार्यालयीन समय में प्राप्त की जा सकती है।	[924, 1956, 1495, 1977]
term-3: 3. सफल बोलीदाता को बोली राशि का 25 प्रतिशत (ईएमडी समायोजित कर) तत्काल तथा शेष राशि 15 दिवस में जमा करनी होगी।	[257, 1753, 638, 1764]
ad-subtitle: ई-नीलामी सह कब्जेदारी के लिए सार्वजनिक सूचना	[257, 1239, 900, 1263]
notice-body: एतद् द्वारा सर्वसाधारण को सूचित किया जाता है कि मेरे पक्षकार द्वारा नगर निगम ग्वालियर सीमान्तर्गत म.नं. 18, वार्ड क्र. 40 स्थित भूखण्ड, जो कि राजस्व अभिलेखों में सर्वे क्र. 1000175010 पर दर्ज है, को क्रय करने का अनुबंध दिनांक 03.12.2025 को निष्पादित किया गया है। उक्त भूखण्ड विक्रेता के नामांतरण प्रकरण क्र. 83/2010/18369/40669 एवं प्र. क्र. 61/2010/57749/57959 के अंतर्गत 3/11 ई- के संबंध में पंजीकृत है। उक्त संपत्ति के संबंध में जिस किसी व्यक्ति, संस्था, बैंक, सोसायटी अथवा वित्तीय संस्था को विक्रय, बंधक, दान, वसीयत, अनुबंध, न्यायालयीन वाद अथवा अन्य किसी प्रकार की आपत्ति हो तो वह इस विज्ञप्ति के प्रकाशन से 7 दिवस की अवधि में मय दस्तावेज नीचे दिये पते पर अपनी आपत्ति दर्ज करा सकता है। नियत अवधि उपरांत प्राप्त आपत्तियों पर कोई विचार नहीं किया जायेगा एवं पंजीयन की कार्यवाही पूर्ण कर ली जायेगी, जिसका समस्त उत्तरदायित्व आपत्तिकर्ता का होगा।	[922, 779, 1098, 965]
sign-name: द्वारा- अधिवक्ता, जिला न्यायालय ग्वालियर	[1161, 713, 1297, 724]
table-row	[925, 1924, 1495, 1939]
mineral-table	[924, 1591, 1495, 1622]
notice-title: नामांकन विज्ञप्ति/आम सूचना	[1121, 754, 1297, 774]
brand-name: motilal oswal	[299, 1185, 376, 1200]
notice-title: आम सूचना	[541, 839, 709, 862]
cell: आवासीय संपत्ति, स्थित ग्वालियर (म.प्र.) - चौहद्दी व सीमाओं सहित	[512, 1484, 701, 1597]
col-header: खसरा नंबर	[1086, 1592, 1166, 1607]
notice-title: नामांकन विज्ञप्ति/आम सूचना	[1315, 754, 1497, 774]
table-header-row	[925, 1592, 1495, 1607]
saint-portrait-photo	[9, 938, 66, 1013]
itm-body-text: ‘एआई अवेयरनेस एंड प्रोडक्टिविटी’ विषय पर आयोजित इस कार्यक्रम में मुंबई से आए एआई एक्सपर्ट कुणाल महाजन विशिष्ट वक्ता के रूप में शामिल हुए। इस अवसर पर आईटीएम यूनिवर्सिटी के कुलपति, कैपेसिटी एंड लीडरशिप डेवलपमेंट की डायरेक्टर डॉ. वाणी अग्रवाल, विभिन्न विभागों के अध्यक्ष, एचओडी, प्रोफेसर, एसोसिएट प्रोफेसर, असिस्टेंट प्रोफेसर और शिक्षकगण शामिल हुए। विशेषज्ञ ने बताया कि वर्तमान समय में आर्टिफिशियल इंटेलिजेंस शिक्षण और अनुसंधान का आधार बन चुका है। उन्होंने उपस्थित सदस्यों को एआई आधारित टूल्स की जानकारी देते हुए बताया कि किस प्रकार एआई का उपयोग कर शिक्षण को रोचक, इंटरएक्टिव और परिणामोन्मुखी बनाया जा सकता है। कार्यशाला में प्रॉम्प्ट इंजीनियरिंग की तकनीकों पर विशेष रूप से प्रकाश डाला गया, जिसमें रिसर्च टूल्स, स्मार्ट नोटबुक, नोटबुकएलएम जैसी एप्लिकेशन्स के लाइव डेमोंस्ट्रेशन दिये गये। कार्यक्रम के अंत में डॉ. वाणी अग्रवाल ने अतिथियों का आभार व्यक्त करते हुए कहा कि इस तरह के कार्यक्रम शिक्षकों की उत्पादकता बढ़ाने में अत्यंत उपयोगी हैं। समापन पर सभी प्रतिभागियों को प्रमाण पत्र प्रदान किये गये।	[248, 620, 574, 810]
public-notice-d	[533, 834, 716, 1170]
cell: 14-01-2026	[819, 1597, 900, 1711]
lead-continuation-1-text: लोग कहां से भाग गये। प्रथम दृष्टया पर फरियादी की रिपोर्ट पर से थाना डबरा देहात में आरोपियों के विरुद्ध विभिन्न धाराओं में प्रकरण पंजीबद्ध कर विवेचना में लिया गया। थाना डबरा पुलिस ने आरोपियों की तलाश के लिये टीम गठित की। जांच के दौरान पुलिस को फरियादी के बयानों में कई विरोधाभास मिले। घटनास्थल के आसपास लगे सीसीटीवी कैमरों की फुटेज में आरोपी बताये गये लोग कहीं नजर नहीं आये। इस पर संदेह गहराया और पुलिस ने फरियादी के मोबाइल की कॉल डिटेल निकलवाई, जिसमें घटना से पहले उसकी अपने साथी से लगातार बात होना पाया गया।	[915, 166, 1106, 368]
motilal-auction-ad	[248, 1176, 909, 2395]
news-agency-byline: नवभारत न्यूज	[248, 551, 297, 562]
sender-block	[922, 668, 1098, 737]
sign-address-1: कार्या.- मकान क्र.-52, कैलाश विहार	[1381, 700, 1497, 712]
notice-title: नामांकन विज्ञप्ति/आम सूचना	[922, 754, 1098, 774]
term-1: 1. नीलामी उपरोक्त तालिका में वर्णित आरक्षित मूल्य से नीचे नहीं होगी तथा बोली राशि में वृद्धि निर्धारित गुणक में ही मान्य होगी।	[257, 1732, 629, 1742]
table-row	[258, 1597, 900, 1711]
table-row	[258, 1484, 900, 1597]
sign-phone: मो. 9301122311	[839, 1152, 902, 1164]
sign-date: दिनांक- 23.12.2025	[1026, 1453, 1098, 1464]
lead-subhead-box: ग्वालियर जैसी डबरा की घटना, पुलिस की सूझबूझ से सच आया सामने	[248, 246, 350, 325]
notice-body: एतद् द्वारा सर्वसाधारण को सूचित किया जाता है कि मेरे पक्षकार द्वारा ग्राम बड़ागांव स्थित भूमि सर्वे क्र. 385 रकबा 0.112 हे. को विक्रेतागण से क्रय करने का अनुबंध निष्पादित किया गया है। उक्त भूमि राजस्व अभिलेखों में विक्रेतागण के नाम दर्ज होकर समस्त भारों से मुक्त बताई गई है। जिस किसी व्यक्ति, संस्था, बैंक अथवा सोसायटी को उक्त भूमि के संबंध में विक्रय, बंधक, दान, वसीयत, अनुबंध, डिक्री अथवा अन्य किसी प्रकार का दावा/आपत्ति हो तो वह इस सूचना के प्रकाशन से 7 दिवस की अवधि में समस्त दस्तावेजों सहित नीचे दिये पते पर उपस्थित होकर आपत्ति दर्ज कराये। अवधि उपरांत कोई आपत्ति मान्य नहीं होगी तथा रजिस्ट्री की कार्यवाही पूर्ण कर ली जायेगी।	[541, 867, 709, 1009]
sign-name: आवेदक	[1068, 1440, 1098, 1452]
tender-note-3: 3. अमानत राशि एवं निविदा शुल्क का भुगतान ऑनलाइन माध्यम से ही मान्य होगा। निविदाकारों को पोर्टल पर दिये गये निर्देशों का पालन करना अनिवार्य होगा। सशर्त निविदाएं स्वीकार नहीं की जावेंगी। सक्षम अधिकारी को बिना कारण बताये निविदा निरस्त करने का पूर्ण अधिकार रहेगा।	[924, 2008, 1495, 2029]
col-header: ग्राम	[1048, 1592, 1086, 1607]
term-6: 6. विस्तृत नियम एवं शर्तों हेतु https://www.auctionbazaar.com पर लॉगिन करें अथवा कार्यालयीन समय में संपर्क करें।	[257, 1787, 619, 1798]
cell: मिट्टी/रेत-मेंड़	[1391, 1607, 1495, 1622]
term-4: 4. संपत्तियों का निरीक्षण दिनांक 14-01-2026 को पूर्व सूचना देकर किया जा सकता है।	[257, 1765, 515, 1775]
public-notice-e	[722, 834, 909, 1170]
left-rail	[9, 96, 239, 2395]
col-header: मांग सूचना दिनांक एवं बकाया राशि	[419, 1343, 512, 1370]
bangladesh-headline: बांग्लादेश एक बार फिर बेलगाम	[42, 1335, 199, 1351]
sign-phone: मो-9893021436	[1235, 886, 1297, 897]
itm-body-columns	[248, 620, 909, 822]
notice-signature	[1121, 713, 1297, 737]
cell: 4	[1264, 1908, 1327, 1924]
itm-article	[248, 452, 909, 826]
notice-body: म.प्र. शासन खनिज साधन विभाग के निर्देशानुसार जिला ग्वालियर अंतर्गत नीचे अनुसूची में वर्णित शासकीय भूमि पर स्थित गौण खनिज खदान को म.प्र. गौण खनिज नियम 1996 के नियम 18-क के अंतर्गत नीलामी/निर्धारण हेतु अधिसूचित किया जाता है। इच्छुक व्यक्ति/फर्म नियत तिथि को आवश्यक अभिलेखों एवं निर्धारित धरोहर राशि सहित कार्यालय कलेक्टर (खनिज शाखा) जिला ग्वालियर में उपस्थित होकर कार्यवाही में भाग ले सकते हैं। खदान का विवरण निम्नानुसार है :-	[924, 1554, 1495, 1586]
sign-post-2: खनिज शाखा जिला ग्वालियर	[1403, 1732, 1495, 1743]
naamankan-notice-right	[1308, 749, 1504, 1471]
company-title: मोतीलाल ओसवाल होम फाइनेंस लिमिटेड	[524, 1190, 760, 1209]
ornament-line	[156, 104, 232, 110]
notice-signature-2	[1121, 980, 1297, 1028]
cmyk-dots-group	[1389, 2416, 1449, 2427]
lead-article-columns	[248, 166, 909, 442]
rail-story-2-body: ग्वालियर, 23 दिसंबर। हरेंद्र राणा निवासी भगेह, थाना जिरोरा ने अस्पताल ग्वालियर में रिपोर्ट दर्ज कराई कि उसका भाई छोटे राणा रेत कंपनी में नौकरी करता है। रॉयल्टी का चालान काटने पर रेत से भरे ट्रैक्टर को रोका गया तो चालक ने अपने साथियों को बुला लिया। इसी दौरान यादव बंधु हथियारों सहित रास्ता रोककर खड़े हो गये और छोटे राणा पर जानलेवा फायर कर दिया, गोली उसके कान के पास से निकल गई। बीच-बचाव करने आये लोगों पर भी आरोपियों ने फायर किये और जान से खत्म करने की धमकी देकर फरार हो गये। थाना पुलिस ने विभिन्न धाराओं में प्रकरण पंजीबद्ध कर आरोपियों की तलाश शुरू की। मुखबिर की सूचना पर घेराबंदी कर तीनों आरोपियों को दबोच लिया गया। पूछताछ में पहले आरोपी ने अपना नाम कल्लू यादव उर्फ रामस्वरूप यादव उम्र 28 साल निवासी ग्वालियर बताया, शेष दोनों ने भी अपराध स्वीकार किया। आरोपियों के कब्जे से अवैध हथियार व जिंदा राउंड बरामद किये गये हैं। अन्य साथियों की तलाश जारी है।	[9, 655, 232, 821]
col-header: भूमि का विवरण	[1032, 1893, 1265, 1908]
notice-title: आम सूचना	[1121, 408, 1297, 431]
sender-name: BRIJESH KUMAR	[962, 682, 1057, 697]
